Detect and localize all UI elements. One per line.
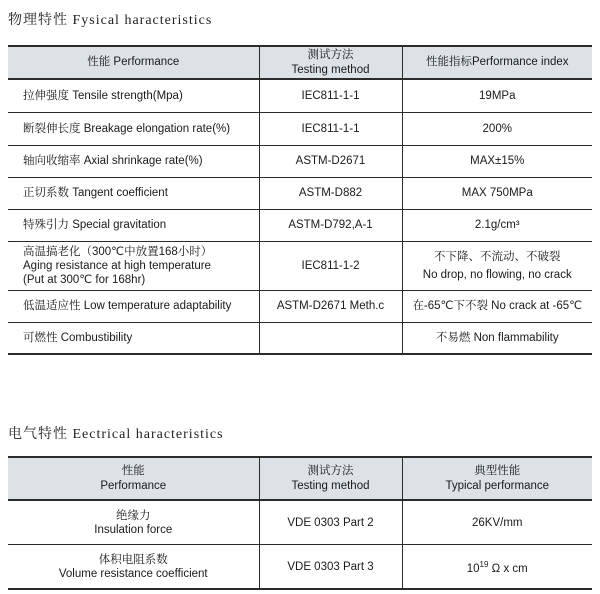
header-typical-performance	[402, 457, 592, 500]
index-cell: 200%	[402, 112, 592, 145]
table-header-row	[8, 46, 592, 79]
index-cell	[402, 241, 592, 290]
header-testing-method-cn: 测试方法	[307, 48, 354, 61]
table-row	[8, 241, 592, 290]
header-testing-method	[259, 457, 402, 500]
method-cell: ASTM-D2671 Meth.c	[259, 290, 402, 322]
table-row	[8, 322, 592, 354]
property-cell: 轴向收缩率 Axial shrinkage rate(%)	[8, 145, 259, 177]
index-line-cn: 不下降、不流动、不破裂	[434, 250, 561, 263]
header-testing-method-cn: 测试方法	[307, 464, 354, 477]
header-testing-method-en: Testing method	[291, 63, 370, 76]
header-typical-performance-en: Typical performance	[445, 479, 550, 492]
property-cell: 低温适应性 Low temperature adaptability	[8, 290, 259, 322]
method-cell	[259, 322, 402, 354]
index-line-en: No drop, no flowing, no crack	[422, 268, 572, 281]
table-row	[8, 500, 592, 545]
value-cell	[402, 545, 592, 590]
header-performance-index: 性能指标Performance index	[402, 46, 592, 79]
property-cell: 拉伸强度 Tensile strength(Mpa)	[8, 79, 259, 112]
property-cell	[8, 241, 259, 290]
index-cell: MAX 750MPa	[402, 177, 592, 209]
electrical-properties-table	[8, 456, 592, 590]
table-row	[8, 177, 592, 209]
method-cell: ASTM-D882	[259, 177, 402, 209]
method-cell: IEC811-1-2	[259, 241, 402, 290]
physical-section-title: 物理特性 Fysical haracteristics	[8, 13, 213, 28]
value-exponent: 19	[479, 559, 489, 569]
table-row	[8, 112, 592, 145]
header-testing-method-en: Testing method	[291, 479, 370, 492]
index-cell: 不易燃 Non flammability	[402, 322, 592, 354]
header-performance: 性能 Performance	[8, 46, 259, 79]
table-row	[8, 290, 592, 322]
value-cell: 26KV/mm	[402, 500, 592, 545]
table-row	[8, 145, 592, 177]
index-cell: MAX±15%	[402, 145, 592, 177]
table-row	[8, 545, 592, 590]
method-cell: VDE 0303 Part 2	[259, 500, 402, 545]
method-cell: ASTM-D2671	[259, 145, 402, 177]
property-line-en: Aging resistance at high temperature	[23, 259, 211, 272]
property-en: Volume resistance coefficient	[58, 567, 208, 580]
physical-properties-table	[8, 45, 592, 355]
method-cell: IEC811-1-1	[259, 79, 402, 112]
header-performance	[8, 457, 259, 500]
property-line-note: (Put at 300℃ for 168hr)	[23, 273, 146, 286]
index-cell: 在-65℃下不裂 No crack at -65℃	[402, 290, 592, 322]
table-row	[8, 209, 592, 241]
header-testing-method	[259, 46, 402, 79]
electrical-section-title: 电气特性 Eectrical haracteristics	[8, 427, 224, 442]
method-cell: ASTM-D792,A-1	[259, 209, 402, 241]
header-performance-en: Performance	[100, 479, 167, 492]
index-cell: 2.1g/cm³	[402, 209, 592, 241]
method-cell: VDE 0303 Part 3	[259, 545, 402, 590]
method-cell: IEC811-1-1	[259, 112, 402, 145]
property-line-cn: 高温搞老化（300℃中放置168小时）	[23, 245, 213, 258]
table-row	[8, 79, 592, 112]
table-header-row	[8, 457, 592, 500]
value-unit: Ω x cm	[491, 562, 528, 575]
value-base: 10	[466, 562, 480, 575]
index-cell: 19MPa	[402, 79, 592, 112]
property-cell	[8, 545, 259, 590]
property-cell: 断裂伸长度 Breakage elongation rate(%)	[8, 112, 259, 145]
property-cell	[8, 500, 259, 545]
property-cell: 可燃性 Combustibility	[8, 322, 259, 354]
header-performance-cn: 性能	[121, 464, 145, 477]
property-cell: 正切系数 Tangent coefficient	[8, 177, 259, 209]
property-cell: 特殊引力 Special gravitation	[8, 209, 259, 241]
property-cn: 绝缘力	[116, 509, 151, 522]
header-typical-performance-cn: 典型性能	[474, 464, 521, 477]
property-cn: 体积电阻系数	[98, 553, 168, 566]
property-en: Insulation force	[94, 523, 173, 536]
